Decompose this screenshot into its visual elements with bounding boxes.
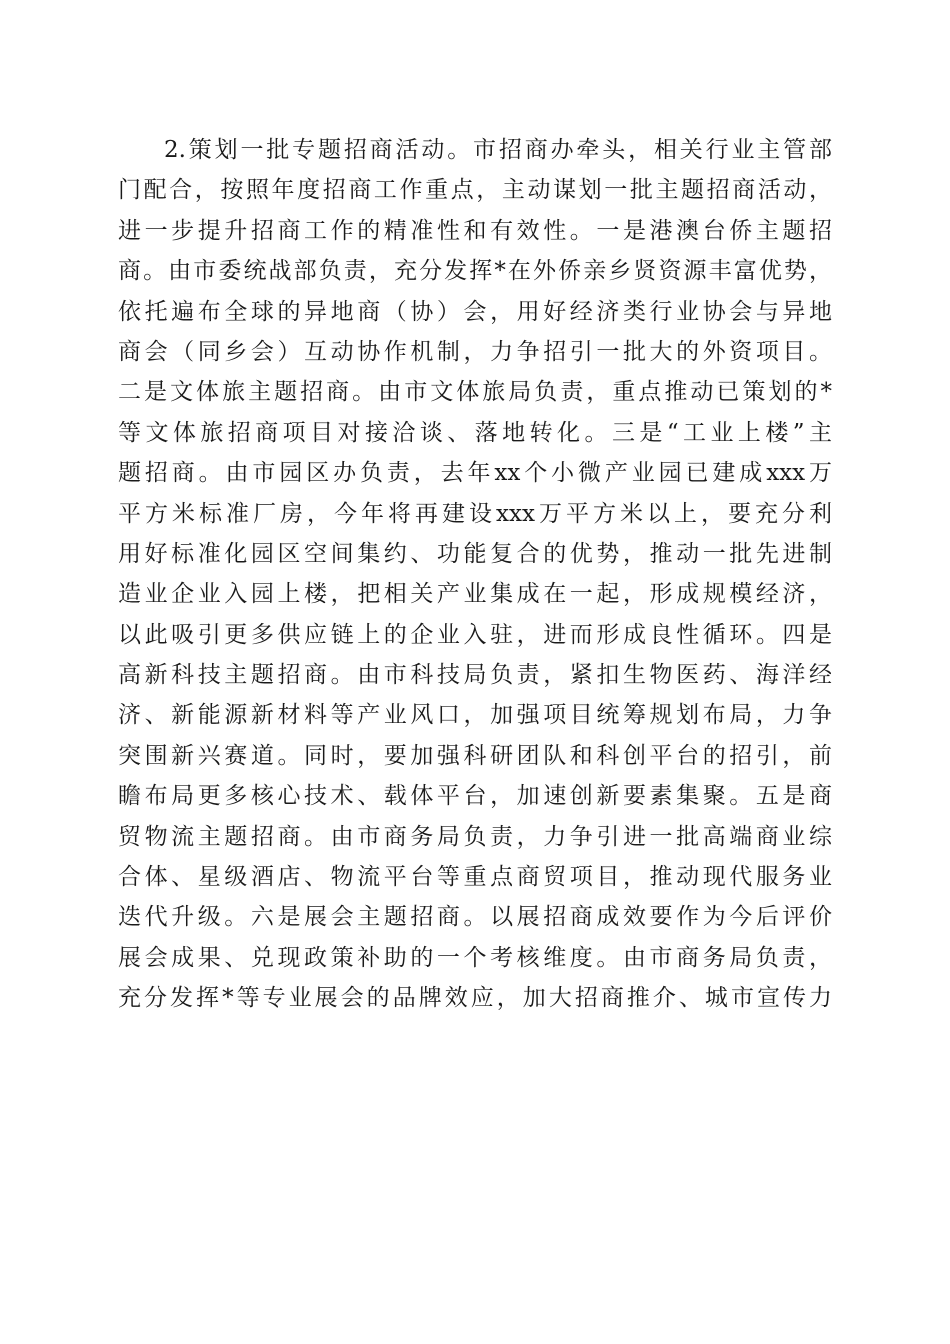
paragraph-line: 用好标准化园区空间集约、功能复合的优势，推动一批先进制 <box>118 540 832 567</box>
body-paragraph <box>118 130 832 1019</box>
paragraph-line: 瞻布局更多核心技术、载体平台，加速创新要素集聚。五是商 <box>118 783 832 810</box>
paragraph-line: 突围新兴赛道。同时，要加强科研团队和科创平台的招引，前 <box>118 742 832 769</box>
paragraph-line: 商。由市委统战部负责，充分发挥*在外侨亲乡贤资源丰富优势， <box>118 258 832 285</box>
paragraph-line: 迭代升级。六是展会主题招商。以展招商成效要作为今后评价 <box>118 904 832 931</box>
paragraph-line: 充分发挥*等专业展会的品牌效应，加大招商推介、城市宣传力 <box>118 985 832 1012</box>
paragraph-line: 高新科技主题招商。由市科技局负责，紧扣生物医药、海洋经 <box>118 662 832 689</box>
paragraph-line: 商会（同乡会）互动协作机制，力争招引一批大的外资项目。 <box>118 338 832 365</box>
paragraph-line: 济、新能源新材料等产业风口，加强项目统筹规划布局，力争 <box>118 702 832 729</box>
paragraph-line: 展会成果、兑现政策补助的一个考核维度。由市商务局负责， <box>118 944 832 971</box>
paragraph-line: 造业企业入园上楼，把相关产业集成在一起，形成规模经济， <box>118 581 832 608</box>
paragraph-line: 等文体旅招商项目对接洽谈、落地转化。三是“工业上楼”主 <box>118 419 832 446</box>
paragraph-line: 2.策划一批专题招商活动。市招商办牵头，相关行业主管部 <box>164 137 832 163</box>
paragraph-line: 进一步提升招商工作的精准性和有效性。一是港澳台侨主题招 <box>118 217 832 244</box>
paragraph-line: 依托遍布全球的异地商（协）会，用好经济类行业协会与异地 <box>118 298 832 325</box>
paragraph-line: 以此吸引更多供应链上的企业入驻，进而形成良性循环。四是 <box>118 621 832 648</box>
paragraph-line: 二是文体旅主题招商。由市文体旅局负责，重点推动已策划的* <box>118 379 832 406</box>
paragraph-line: 平方米标准厂房，今年将再建设xxx万平方米以上，要充分利 <box>118 500 832 527</box>
paragraph-line: 题招商。由市园区办负责，去年xx个小微产业园已建成xxx万 <box>118 460 832 487</box>
paragraph-line: 贸物流主题招商。由市商务局负责，力争引进一批高端商业综 <box>118 823 832 850</box>
paragraph-line: 门配合，按照年度招商工作重点，主动谋划一批主题招商活动， <box>118 177 832 204</box>
paragraph-line: 合体、星级酒店、物流平台等重点商贸项目，推动现代服务业 <box>118 864 832 891</box>
